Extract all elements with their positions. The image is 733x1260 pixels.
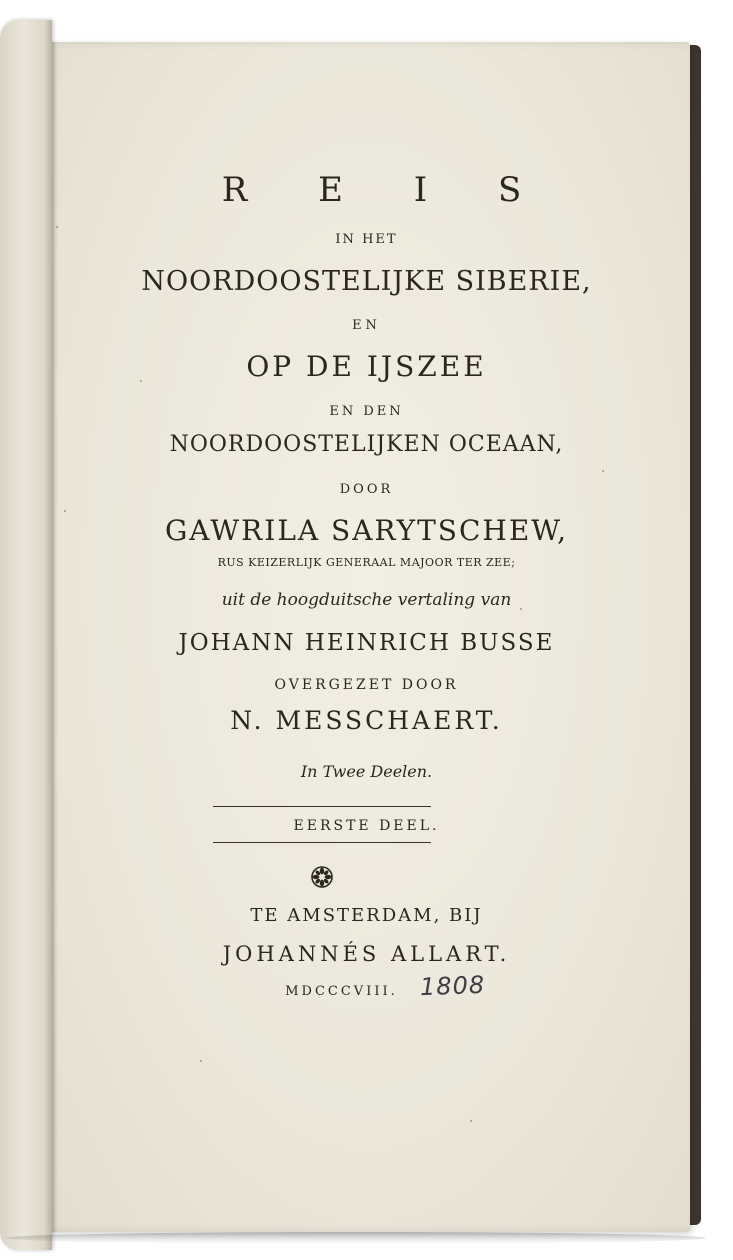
volume-label: EERSTE DEEL. bbox=[293, 818, 440, 834]
rosette-ornament-icon bbox=[310, 865, 334, 889]
volumes-note: In Twee Deelen. bbox=[300, 762, 433, 781]
imprint-place: TE AMSTERDAM, BIJ bbox=[250, 905, 483, 926]
book-title: R E I S bbox=[221, 170, 552, 210]
author-rank: RUS KEIZERLIJK GENERAAL MAJOOR TER ZEE; bbox=[217, 556, 516, 569]
byline-door: DOOR bbox=[339, 482, 394, 497]
volume-rule-bottom bbox=[213, 842, 431, 843]
subtitle-en-den: EN DEN bbox=[329, 404, 404, 419]
translation-note: uit de hoogduitsche vertaling van bbox=[221, 590, 512, 610]
author-name: GAWRILA SARYTSCHEW, bbox=[164, 514, 569, 547]
imprint-year: MDCCCVIII. bbox=[285, 984, 398, 999]
subtitle-in-het: IN HET bbox=[335, 232, 398, 247]
overgezet-door: OVERGEZET DOOR bbox=[274, 677, 459, 693]
subtitle-ocean: NOORDOOSTELIJKEN OCEAAN, bbox=[169, 432, 564, 457]
volume-rule-top bbox=[213, 806, 431, 807]
subtitle-en: EN bbox=[352, 318, 381, 333]
translator-name: JOHANN HEINRICH BUSSE bbox=[178, 630, 555, 656]
subtitle-region: NOORDOOSTELIJKE SIBERIE, bbox=[141, 266, 592, 297]
dutch-translator-name: N. MESSCHAERT. bbox=[230, 706, 503, 735]
imprint-publisher: JOHANNÉS ALLART. bbox=[222, 942, 511, 966]
handwritten-year: 1808 bbox=[419, 970, 486, 1002]
subtitle-sea: OP DE IJSZEE bbox=[246, 350, 487, 383]
bottom-shadow bbox=[6, 1232, 706, 1244]
